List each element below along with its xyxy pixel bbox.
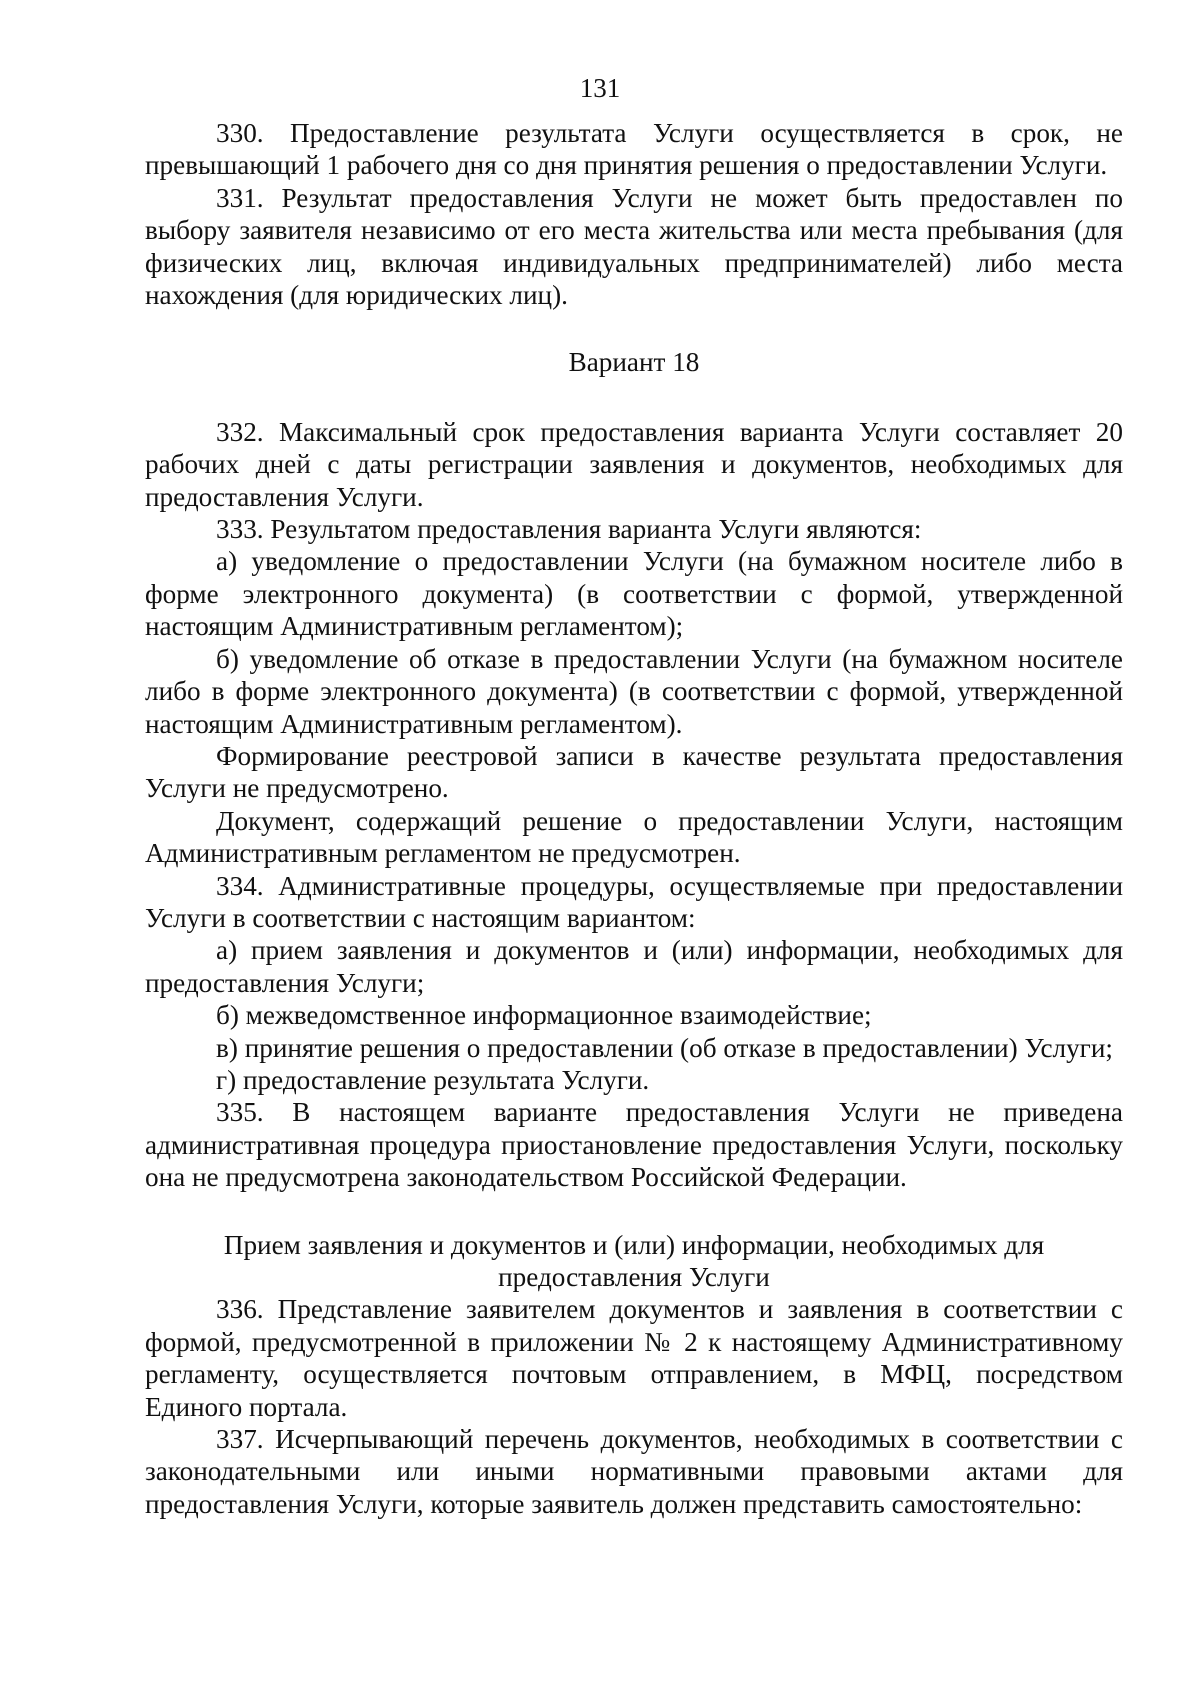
variant-heading: Вариант 18 — [568, 347, 700, 378]
paragraph-334-g: г) предоставление результата Услуги. — [216, 1064, 650, 1095]
paragraph-334: 334. Административные процедуры, осуществляемые при предоставлении Услуги в соответствии с настоящим вариантом: — [145, 870, 1123, 933]
paragraph-333-b: б) уведомление об отказе в предоставлении Услуги (на бумажном носителе либо в форме электронного документа) (в соответствии с формой, утвержденной настоящим Административным регламентом). — [145, 643, 1123, 739]
paragraph-decision-document: Документ, содержащий решение о предоставлении Услуги, настоящим Административным регламентом не предусмотрен. — [145, 805, 1123, 869]
paragraph-334-a: а) прием заявления и документов и (или) информации, необходимых для предоставления Услуги; — [145, 935, 1123, 998]
paragraph-333-a: а) уведомление о предоставлении Услуги (на бумажном носителе либо в форме электронного документа) (в соответствии с формой, утвержденной настоящим Административным регламентом); — [145, 546, 1123, 642]
paragraph-336: 336. Представление заявителем документов и заявления в соответствии с формой, предусмотренной в приложении № 2 к настоящему Административному регламенту, осуществляется почтовым отправлением, в МФЦ, посредством Единого портала. — [145, 1294, 1123, 1422]
document-body — [145, 117, 1123, 1520]
section-heading: Прием заявления и документов и (или) информации, необходимых для предоставления Услуги — [223, 1229, 1045, 1292]
paragraph-337: 337. Исчерпывающий перечень документов, необходимых в соответствии с законодательными или иными нормативными правовыми актами для предоставления Услуги, которые заявитель должен представить самостоятельно: — [145, 1424, 1123, 1519]
paragraph-334-v: в) принятие решения о предоставлении (об отказе в предоставлении) Услуги; — [216, 1032, 1113, 1063]
paragraph-330: 330. Предоставление результата Услуги осуществляется в срок, не превышающий 1 рабочего дня со дня принятия решения о предоставлении Услуги. — [145, 118, 1123, 181]
paragraph-registry-record: Формирование реестровой записи в качестве результата предоставления Услуги не предусмотрено. — [145, 740, 1123, 804]
paragraph-333: 333. Результатом предоставления варианта Услуги являются: — [216, 514, 922, 545]
page-number: 131 — [579, 73, 621, 103]
paragraph-332: 332. Максимальный срок предоставления варианта Услуги составляет 20 рабочих дней с даты регистрации заявления и документов, необходимых для предоставления Услуги. — [145, 416, 1123, 512]
paragraph-335: 335. В настоящем варианте предоставления Услуги не приведена административная процедура приостановление предоставления Услуги, поскольку она не предусмотрена законодательством Российской Федерации. — [145, 1097, 1123, 1193]
paragraph-331: 331. Результат предоставления Услуги не может быть предоставлен по выбору заявителя независимо от его места жительства или места пребывания (для физических лиц, включая индивидуальных предпринимателей) либо места нахождения (для юридических лиц). — [145, 182, 1123, 311]
paragraph-334-b: б) межведомственное информационное взаимодействие; — [216, 1000, 872, 1031]
